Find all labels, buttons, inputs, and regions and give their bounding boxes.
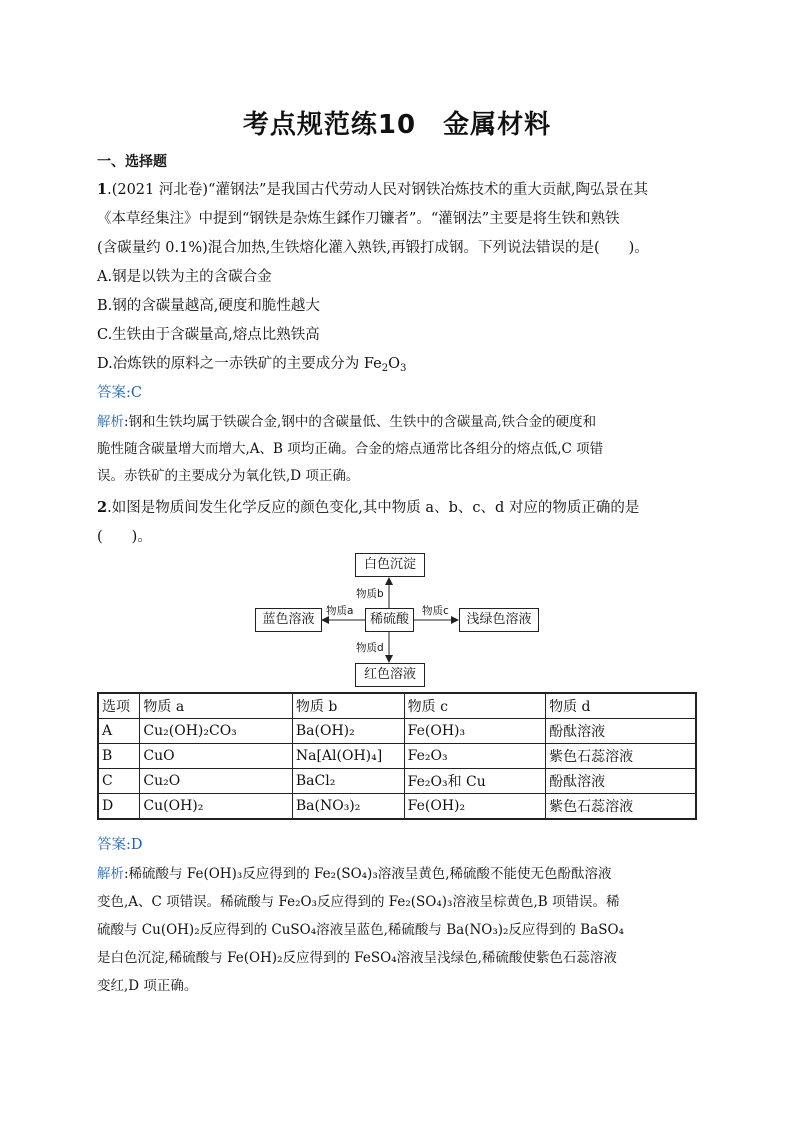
q2-answer-value: :D: [126, 837, 143, 853]
table-cell: 紫色石蕊溶液: [546, 744, 696, 769]
table-header-row: [98, 693, 696, 719]
q1-answer-value: :C: [126, 385, 142, 401]
section-heading: 一、选择题: [97, 154, 167, 170]
table-header-cell: 物质 a: [140, 693, 292, 719]
q1-option-a: A.钢是以铁为主的含碳合金: [97, 269, 272, 285]
q1-option-d-text: D.冶炼铁的原料之一赤铁矿的主要成分为 Fe: [97, 356, 382, 372]
q2-number: 2: [97, 499, 108, 516]
table-header-cell: 物质 b: [292, 693, 404, 719]
table-header-cell: 选项: [98, 693, 140, 719]
q2-explanation-3: 硫酸与 Cu(OH)₂反应得到的 CuSO₄溶液呈蓝色,稀硫酸与 Ba(NO₃)₂反应得到的 BaSO₄: [97, 922, 624, 938]
diagram-label-c: 物质c: [422, 605, 449, 617]
table-cell: D: [98, 794, 140, 820]
table-cell: A: [98, 719, 140, 744]
table-cell: 紫色石蕊溶液: [546, 794, 696, 820]
table-cell: Fe(OH)₃: [404, 719, 545, 744]
q1-explanation-2: 脆性随含碳量增大而增大,A、B 项均正确。合金的熔点通常比各组分的熔点低,C 项错: [97, 441, 604, 457]
q2-explanation-text-1: :稀硫酸与 Fe(OH)₃反应得到的 Fe₂(SO₄)₃溶液呈黄色,稀硫酸不能使无色酚酞溶液: [124, 866, 612, 882]
table-cell: 酚酞溶液: [546, 719, 696, 744]
diagram-box-light-green-solution: 浅绿色溶液: [459, 608, 539, 632]
table-cell: C: [98, 769, 140, 794]
table-header-cell: 物质 d: [546, 693, 696, 719]
table-cell: Cu₂(OH)₂CO₃: [140, 719, 292, 744]
q2-explanation-4: 是白色沉淀,稀硫酸与 Fe(OH)₂反应得到的 FeSO₄溶液呈浅绿色,稀硫酸使紫色石蕊溶液: [97, 950, 617, 966]
diagram-box-red-solution: 红色溶液: [355, 663, 425, 687]
table-cell: Cu₂O: [140, 769, 292, 794]
q1-option-d-sub2: 3: [400, 363, 407, 374]
q1-option-d-sub1: 2: [381, 363, 389, 374]
table-cell: Ba(OH)₂: [292, 719, 404, 744]
table-cell: BaCl₂: [292, 769, 404, 794]
q2-answer: [97, 833, 143, 854]
diagram-label-d: 物质d: [356, 642, 384, 654]
q1-text-1: .(2021 河北卷)“灌钢法”是我国古代劳动人民对钢铁冶炼技术的重大贡献,陶弘景在其: [107, 182, 648, 198]
table-cell: Ba(NO₃)₂: [292, 794, 404, 820]
page-title: 考点规范练10 金属材料: [242, 110, 552, 140]
q2-line-2: ( )。: [97, 529, 152, 545]
table-cell: Cu(OH)₂: [140, 794, 292, 820]
q2-explanation-1: [97, 862, 612, 882]
table-cell: Na[Al(OH)₄]: [292, 744, 404, 769]
diagram-box-dilute-sulfuric-acid: 稀硫酸: [365, 608, 414, 632]
q2-answer-label: 答案: [97, 837, 126, 853]
q2-explanation-5: 变红,D 项正确。: [97, 978, 198, 994]
q1-option-c: C.生铁由于含碳量高,熔点比熟铁高: [97, 327, 320, 343]
diagram-label-b: 物质b: [356, 588, 384, 600]
table-cell: Fe₂O₃: [404, 744, 545, 769]
q1-number: 1: [97, 181, 108, 198]
q1-explanation-text-1: :钢和生铁均属于铁碳合金,钢中的含碳量低、生铁中的含碳量高,铁合金的硬度和: [124, 414, 597, 430]
q1-option-d-mid: O: [388, 356, 401, 372]
table-header-cell: 物质 c: [404, 693, 545, 719]
table-row: [98, 769, 696, 794]
table-row: [98, 744, 696, 769]
diagram-label-a: 物质a: [326, 605, 354, 617]
table-row: [98, 794, 696, 820]
options-table: [97, 692, 697, 820]
q1-explanation-3: 误。赤铁矿的主要成分为氧化铁,D 项正确。: [97, 468, 360, 484]
q2-explanation-2: 变色,A、C 项错误。稀硫酸与 Fe₂O₃反应得到的 Fe₂(SO₄)₃溶液呈棕黄色,B 项错误。稀: [97, 894, 620, 910]
table-cell: B: [98, 744, 140, 769]
table-cell: Fe₂O₃和 Cu: [404, 769, 545, 794]
q2-explanation-label: 解析: [97, 866, 124, 882]
table-cell: CuO: [140, 744, 292, 769]
diagram-box-blue-solution: 蓝色溶液: [255, 608, 322, 632]
q1-option-b: B.钢的含碳量越高,硬度和脆性越大: [97, 298, 320, 314]
q2-text-1: .如图是物质间发生化学反应的颜色变化,其中物质 a、b、c、d 对应的物质正确的是: [107, 500, 640, 516]
q1-line-3: (含碳量约 0.1%)混合加热,生铁熔化灌入熟铁,再锻打成钢。下列说法错误的是( )。: [97, 240, 649, 256]
diagram-box-white-precipitate: 白色沉淀: [355, 553, 425, 577]
table-cell: Fe(OH)₂: [404, 794, 545, 820]
table-row: [98, 719, 696, 744]
table-cell: 酚酞溶液: [546, 769, 696, 794]
q1-line-2: 《本草经集注》中提到“钢铁是杂炼生鍒作刀镰者”。“灌钢法”主要是将生铁和熟铁: [97, 211, 620, 227]
q1-answer-label: 答案: [97, 385, 126, 401]
q1-explanation-label: 解析: [97, 414, 124, 430]
